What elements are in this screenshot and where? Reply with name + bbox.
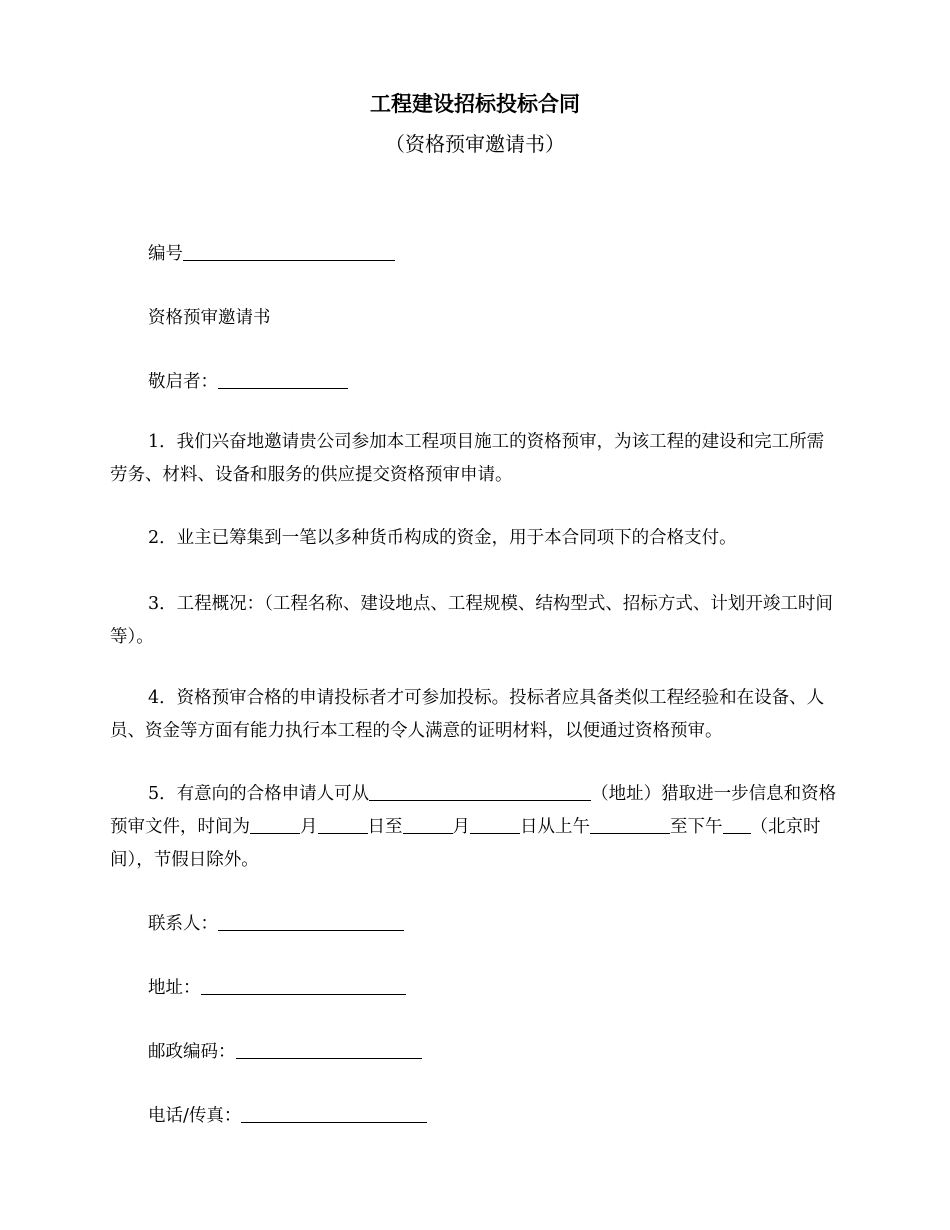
paragraph-2: 2．业主已筹集到一笔以多种货币构成的资金，用于本合同项下的合格支付。 <box>148 528 737 548</box>
contact-field <box>148 910 404 935</box>
postcode-label: 邮政编码： <box>148 1042 236 1062</box>
salutation-field <box>148 368 348 393</box>
end-day-blank[interactable] <box>470 816 520 835</box>
p5-text-3: （北京时间），节假日除外。 <box>110 817 821 870</box>
phone-fax-field <box>148 1102 427 1127</box>
number-field <box>148 240 395 265</box>
postcode-field <box>148 1038 422 1063</box>
start-month-blank[interactable] <box>250 816 300 835</box>
document-subtitle: （资格预审邀请书） <box>385 132 565 156</box>
p5-month-2: 月 <box>452 817 470 837</box>
postcode-blank[interactable] <box>236 1041 422 1060</box>
number-label: 编号 <box>148 244 183 264</box>
document-title: 工程建设招标投标合同 <box>370 91 580 116</box>
p5-month-1: 月 <box>300 817 318 837</box>
address-field-blank[interactable] <box>201 977 406 996</box>
paragraph-4: 4．资格预审合格的申请投标者才可参加投标。投标者应具备类似工程经验和在设备、人员、资金等方面有能力执行本工程的令人满意的证明材料，以便通过资格预审。 <box>110 688 825 741</box>
p5-to-pm: 至下午 <box>670 817 723 837</box>
contact-label: 联系人： <box>148 914 218 934</box>
phone-fax-blank[interactable] <box>241 1105 427 1124</box>
contact-blank[interactable] <box>218 913 404 932</box>
invitation-heading: 资格预审邀请书 <box>148 308 271 328</box>
address-blank[interactable] <box>369 783 591 802</box>
p5-day-to: 日至 <box>367 817 403 837</box>
address-field <box>148 974 406 999</box>
end-month-blank[interactable] <box>403 816 453 835</box>
am-time-blank[interactable] <box>590 816 670 835</box>
salutation-label: 敬启者： <box>148 372 218 392</box>
salutation-blank[interactable] <box>218 371 348 390</box>
p5-day-from-am: 日从上午 <box>520 817 590 837</box>
p5-text-2: （地址）猎取进一步信息和资格预审文件，时间为 <box>110 784 837 837</box>
p5-text-1: 5．有意向的合格申请人可从 <box>148 784 370 804</box>
paragraph-3: 3．工程概况：（工程名称、建设地点、工程规模、结构型式、招标方式、计划开竣工时间等）。 <box>110 594 833 647</box>
start-day-blank[interactable] <box>318 816 368 835</box>
pm-time-blank[interactable] <box>723 816 751 835</box>
paragraph-1: 1．我们兴奋地邀请贵公司参加本工程项目施工的资格预审，为该工程的建设和完工所需劳务、材料、设备和服务的供应提交资格预审申请。 <box>110 432 825 485</box>
paragraph-5 <box>110 778 840 877</box>
phone-fax-label: 电话/传真： <box>148 1106 242 1126</box>
address-label: 地址： <box>148 978 201 998</box>
number-blank[interactable] <box>183 243 395 262</box>
